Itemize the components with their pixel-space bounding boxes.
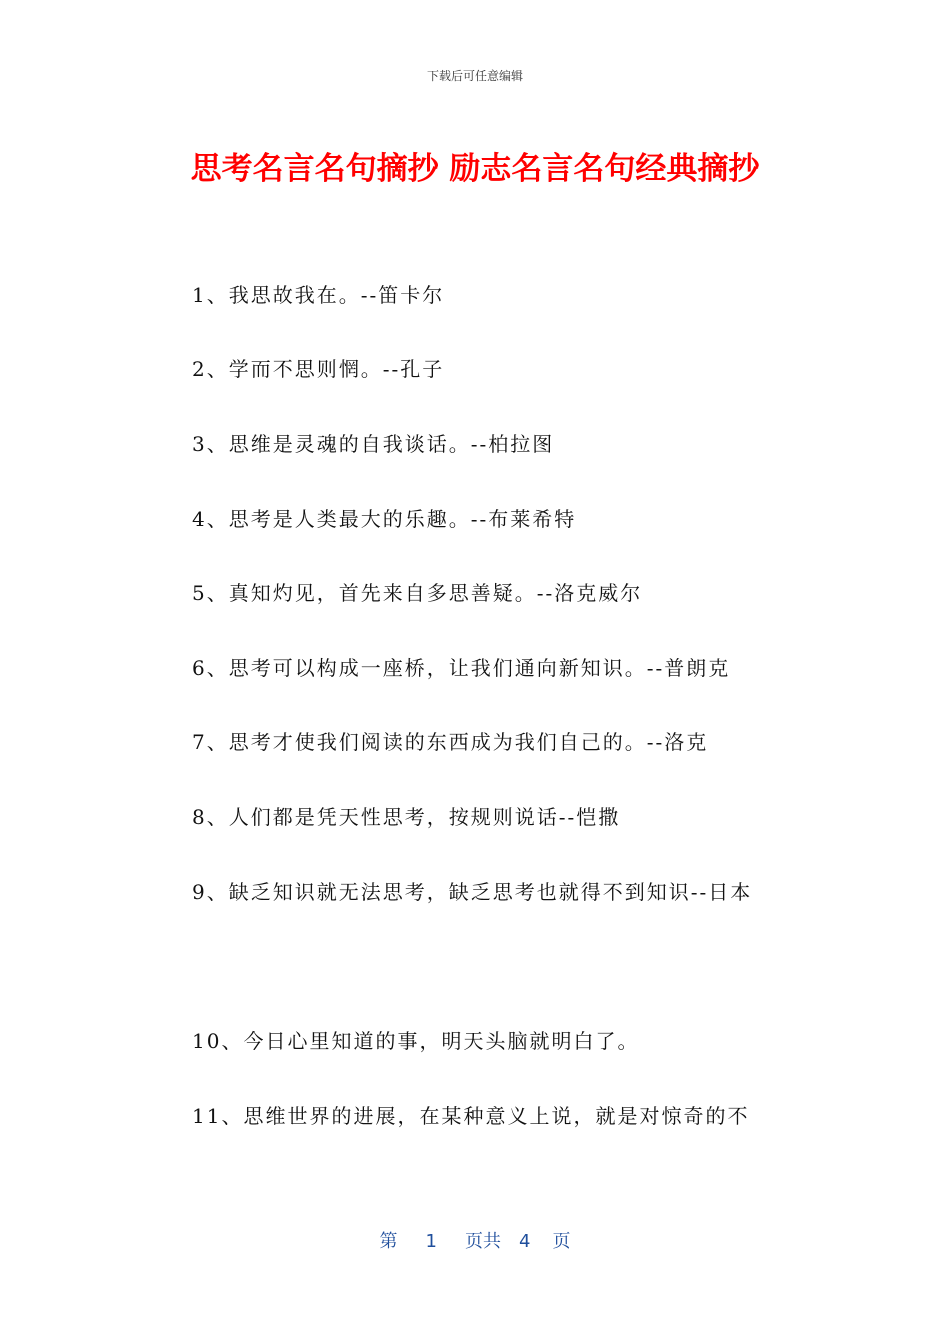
quote-item: 7、思考才使我们阅读的东西成为我们自己的。--洛克 (192, 730, 709, 754)
footer-page-number: 1 (425, 1231, 437, 1252)
quote-item: 9、缺乏知识就无法思考，缺乏思考也就得不到知识--日本 (192, 880, 753, 904)
document-title: 思考名言名句摘抄 励志名言名句经典摘抄 (190, 151, 760, 187)
page-footer (0, 1227, 950, 1253)
header-note: 下载后可任意编辑 (426, 69, 523, 83)
footer-label-2: 页共 (465, 1231, 501, 1252)
quote-item: 6、思考可以构成一座桥，让我们通向新知识。--普朗克 (192, 656, 731, 680)
quote-item: 5、真知灼见，首先来自多思善疑。--洛克威尔 (192, 581, 643, 605)
quote-item: 8、人们都是凭天性思考，按规则说话--恺撒 (192, 805, 621, 829)
quote-item: 10、今日心里知道的事，明天头脑就明白了。 (192, 1029, 640, 1053)
quote-item: 2、学而不思则惘。--孔子 (192, 357, 445, 381)
quote-item: 3、思维是灵魂的自我谈话。--柏拉图 (192, 432, 555, 456)
quote-item: 1、我思故我在。--笛卡尔 (192, 283, 445, 307)
footer-label-1: 第 (379, 1231, 398, 1252)
quote-item: 11、思维世界的进展，在某种意义上说，就是对惊奇的不 (192, 1104, 750, 1128)
footer-page-total: 4 (519, 1231, 531, 1252)
quote-item: 4、思考是人类最大的乐趣。--布莱希特 (192, 507, 577, 531)
footer-label-3: 页 (552, 1231, 571, 1252)
